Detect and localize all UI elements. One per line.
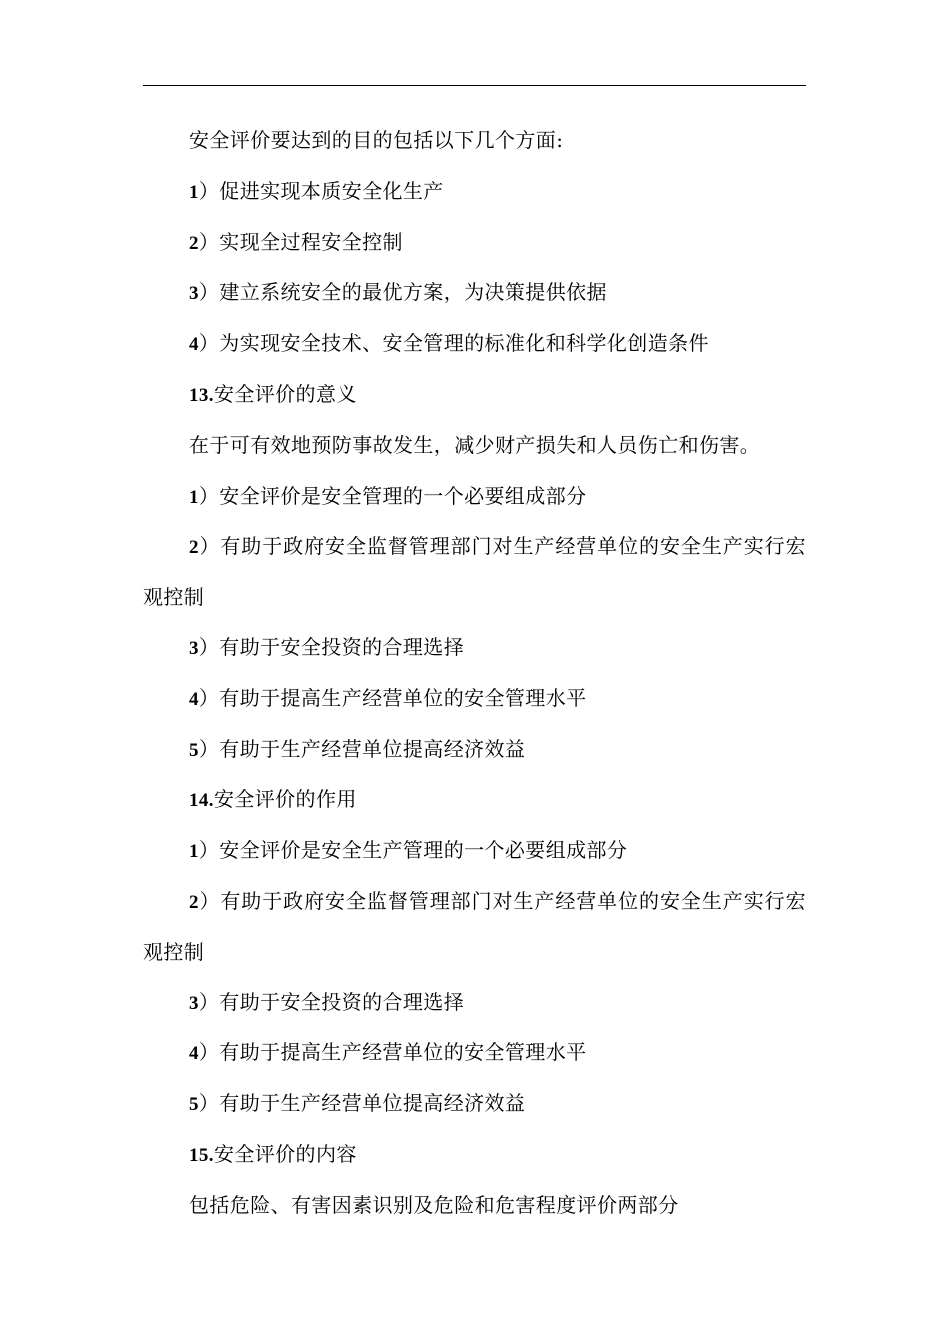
list-item: 4）有助于提高生产经营单位的安全管理水平 xyxy=(189,685,587,710)
list-item: 1）安全评价是安全生产管理的一个必要组成部分 xyxy=(189,838,628,863)
section-heading-14: 14.安全评价的作用 xyxy=(189,787,357,812)
section-heading-13: 13.安全评价的意义 xyxy=(189,381,357,406)
list-item: 3）有助于安全投资的合理选择 xyxy=(189,634,465,659)
list-item: 2）实现全过程安全控制 xyxy=(189,229,403,254)
list-item: 4）为实现安全技术、安全管理的标准化和科学化创造条件 xyxy=(189,331,709,356)
list-item: 4）有助于提高生产经营单位的安全管理水平 xyxy=(189,1040,587,1065)
list-item: 2）有助于政府安全监督管理部门对生产经营单位的安全生产实行宏观控制 xyxy=(143,534,806,610)
paragraph-significance: 在于可有效地预防事故发生，减少财产损失和人员伤亡和伤害。 xyxy=(189,432,761,457)
section-heading-15: 15.安全评价的内容 xyxy=(189,1141,357,1166)
list-item: 1）安全评价是安全管理的一个必要组成部分 xyxy=(189,483,587,508)
header-rule xyxy=(143,85,806,86)
list-item: 3）有助于安全投资的合理选择 xyxy=(189,989,465,1014)
list-item: 2）有助于政府安全监督管理部门对生产经营单位的安全生产实行宏观控制 xyxy=(143,888,806,964)
paragraph-goals-intro: 安全评价要达到的目的包括以下几个方面: xyxy=(189,128,564,152)
paragraph-content: 包括危险、有害因素识别及危险和危害程度评价两部分 xyxy=(189,1192,679,1217)
list-item: 5）有助于生产经营单位提高经济效益 xyxy=(189,736,526,761)
list-item: 1）促进实现本质安全化生产 xyxy=(189,178,444,203)
document-body xyxy=(143,116,806,1232)
list-item: 3）建立系统安全的最优方案，为决策提供依据 xyxy=(189,280,607,305)
list-item: 5）有助于生产经营单位提高经济效益 xyxy=(189,1091,526,1116)
